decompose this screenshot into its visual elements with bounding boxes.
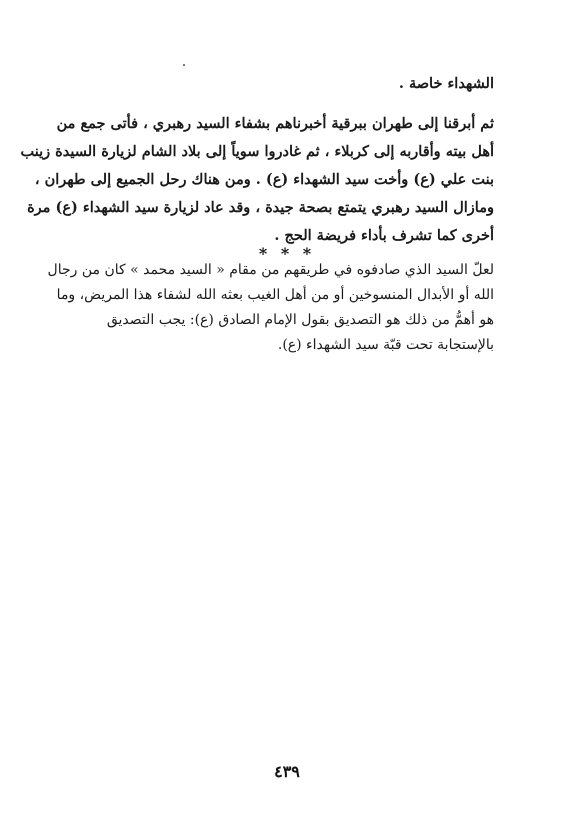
text-line: ثم أبرقنا إلى طهران ببرقية أخبرناهم بشفاء السيد رهبري ، فأتى جمع من	[56, 115, 494, 132]
text-line: لعلّ السيد الذي صادفوه في طريقهم من مقام « السيد محمد » كان من رجال	[47, 262, 494, 278]
text-line: هو أهمُّ من ذلك هو التصديق بقول الإمام الصادق (ع): يجب التصديق	[106, 312, 494, 328]
speck-mark	[183, 64, 185, 66]
text-line: ومازال السيد رهبري يتمتع بصحة جيدة ، وقد عاد لزيارة سيد الشهداء (ع) مرة	[27, 199, 494, 216]
section-separator: * * *	[258, 244, 316, 263]
text-line: بنت علي (ع) وأخت سيد الشهداء (ع) . ومن هناك رحل الجميع إلى طهران ،	[34, 171, 494, 188]
page-number: ٤٣٩	[274, 762, 300, 781]
text-line: بالإستجابة تحت قبّة سيد الشهداء (ع).	[277, 337, 494, 353]
heading-line	[82, 70, 494, 98]
text-line: أهل بيته وأقاربه إلى كربلاء ، ثم غادروا سوياً إلى بلاد الشام لزيارة السيدة زينب	[20, 143, 494, 160]
text-line: أخرى كما تشرف بأداء فريضة الحج .	[274, 227, 494, 244]
paragraph-2	[47, 258, 494, 358]
paragraph-1	[20, 110, 494, 250]
text-line: الله أو الأبدال المنسوخين أو من أهل الغيب بعثه الله لشفاء هذا المريض، وما	[56, 287, 494, 303]
text-line: الشهداء خاصة .	[398, 75, 494, 92]
